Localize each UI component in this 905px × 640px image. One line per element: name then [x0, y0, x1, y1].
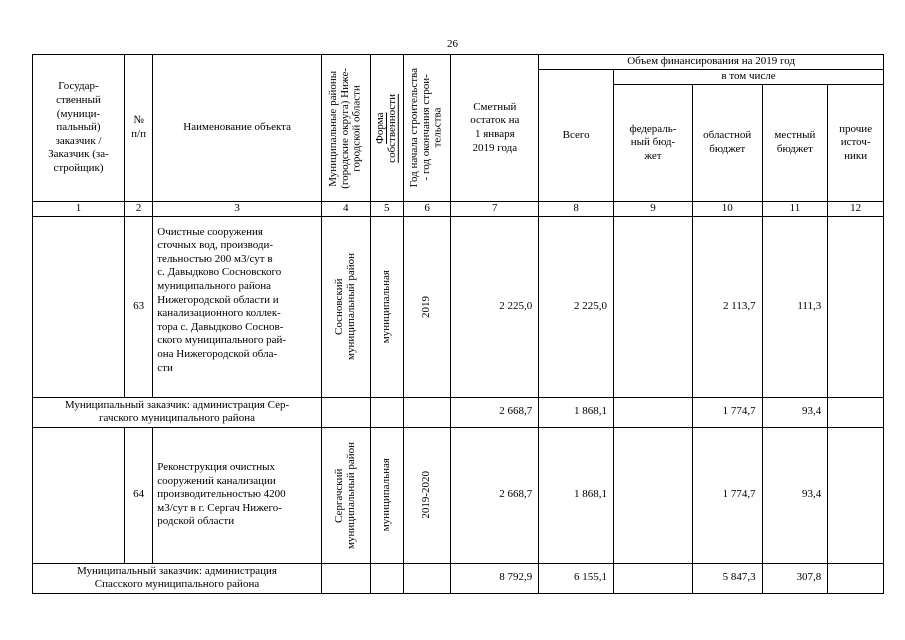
header-regional: областной бюджет: [692, 85, 762, 202]
empty-cell: [322, 563, 371, 593]
header-district: Муниципальные районы (городские округа) Ниже- городской области: [322, 55, 371, 202]
years-cell: 2019-2020: [403, 427, 450, 563]
object-row-64: [33, 427, 884, 563]
customer-cell: [33, 216, 125, 397]
empty-cell: [370, 563, 403, 593]
remainder-cell: 2 225,0: [451, 216, 539, 397]
ownership-cell: муниципальная: [370, 216, 403, 397]
col-number: 6: [403, 202, 450, 217]
col-number: 10: [692, 202, 762, 217]
header-including: в том числе: [614, 70, 884, 85]
other-cell: [828, 563, 884, 593]
col-number: 2: [124, 202, 152, 217]
remainder-cell: 2 668,7: [451, 397, 539, 427]
other-cell: [828, 216, 884, 397]
total-cell: 1 868,1: [539, 427, 614, 563]
remainder-cell: 2 668,7: [451, 427, 539, 563]
col-number: 4: [322, 202, 371, 217]
summary-label: Муниципальный заказчик: администрация Сер- гачского муниципального района: [33, 397, 322, 427]
summary-row-spassk: [33, 563, 884, 593]
object-row-63: [33, 216, 884, 397]
empty-cell: [403, 563, 450, 593]
header-other: прочие источ- ники: [828, 85, 884, 202]
header-ownership: Форма собственности: [370, 55, 403, 202]
header-years: Год начала строительства - год окончания строи- тельства: [403, 55, 450, 202]
col-number: 8: [539, 202, 614, 217]
header-financing: Объем финансирования на 2019 год: [539, 55, 884, 70]
col-number: 3: [153, 202, 322, 217]
row-number: 64: [124, 427, 152, 563]
other-cell: [828, 427, 884, 563]
total-cell: 6 155,1: [539, 563, 614, 593]
local-cell: 111,3: [762, 216, 828, 397]
row-number: 63: [124, 216, 152, 397]
regional-cell: 5 847,3: [692, 563, 762, 593]
header-object-name: Наименование объекта: [153, 55, 322, 202]
summary-label: Муниципальный заказчик: администрация Спасского муниципального района: [33, 563, 322, 593]
object-name: Очистные сооружения сточных вод, производи- тельностью 200 м3/сут в с. Давыдково Сосновского муниципального района Нижегородской области и канализационного коллек- тора с. Давыдково Соснов- ского муниципального рай- она Нижегородской обла- сти: [153, 216, 322, 397]
col-number: 12: [828, 202, 884, 217]
header-row-1: [33, 55, 884, 70]
col-number: 9: [614, 202, 693, 217]
summary-row-sergach: [33, 397, 884, 427]
regional-cell: 1 774,7: [692, 427, 762, 563]
regional-cell: 1 774,7: [692, 397, 762, 427]
financing-table: [32, 54, 884, 594]
empty-cell: [370, 397, 403, 427]
col-number: 5: [370, 202, 403, 217]
header-total: Всего: [539, 70, 614, 202]
header-federal: федераль- ный бюд- жет: [614, 85, 693, 202]
col-number: 1: [33, 202, 125, 217]
district-cell: Сергачский муниципальный район: [322, 427, 371, 563]
total-cell: 1 868,1: [539, 397, 614, 427]
federal-cell: [614, 216, 693, 397]
total-cell: 2 225,0: [539, 216, 614, 397]
remainder-cell: 8 792,9: [451, 563, 539, 593]
object-name: Реконструкция очистных сооружений канализации производительностью 4200 м3/сут в г. Сергач Нижего- родской области: [153, 427, 322, 563]
empty-cell: [322, 397, 371, 427]
local-cell: 93,4: [762, 427, 828, 563]
regional-cell: 2 113,7: [692, 216, 762, 397]
column-number-row: [33, 202, 884, 217]
other-cell: [828, 397, 884, 427]
federal-cell: [614, 397, 693, 427]
header-local: местный бюджет: [762, 85, 828, 202]
empty-cell: [403, 397, 450, 427]
federal-cell: [614, 563, 693, 593]
header-num: № п/п: [124, 55, 152, 202]
ownership-cell: муниципальная: [370, 427, 403, 563]
col-number: 7: [451, 202, 539, 217]
header-remainder: Сметный остаток на 1 января 2019 года: [451, 55, 539, 202]
federal-cell: [614, 427, 693, 563]
years-cell: 2019: [403, 216, 450, 397]
customer-cell: [33, 427, 125, 563]
local-cell: 93,4: [762, 397, 828, 427]
district-cell: Сосновский муниципальный район: [322, 216, 371, 397]
local-cell: 307,8: [762, 563, 828, 593]
header-customer: Государ- ственный (муници- пальный) заказчик / Заказчик (за- стройщик): [33, 55, 125, 202]
page-number: 26: [447, 38, 458, 50]
col-number: 11: [762, 202, 828, 217]
